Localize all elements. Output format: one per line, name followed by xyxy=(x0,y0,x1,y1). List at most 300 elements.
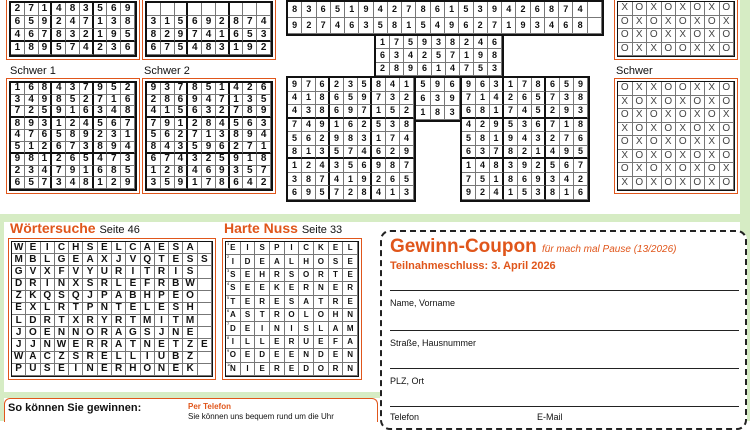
xo-cell: O xyxy=(720,123,735,137)
samurai-cell: 9 xyxy=(316,119,330,133)
sudoku-cell: 9 xyxy=(107,29,121,42)
letter-cell: E xyxy=(329,349,344,362)
sudoku-cell: 3 xyxy=(188,154,202,166)
xo-cell: X xyxy=(618,2,633,16)
sudoku-cell: 8 xyxy=(188,83,202,95)
samurai-cell: 5 xyxy=(330,146,344,160)
letter-cell: W xyxy=(12,242,26,254)
letter-cell xyxy=(198,352,212,364)
sudoku-cell: 6 xyxy=(66,154,80,166)
samurai-cell: 8 xyxy=(476,132,490,146)
samurai-cell: 3 xyxy=(386,119,400,133)
samurai-cell: 5 xyxy=(358,78,372,92)
letter-cell: E xyxy=(98,352,112,364)
sudoku-top-mid xyxy=(142,0,276,60)
sudoku-cell: 4 xyxy=(66,177,80,189)
letter-cell: N xyxy=(314,282,329,295)
sudoku-cell: 3 xyxy=(25,166,39,178)
sudoku-cell xyxy=(243,3,257,16)
letter-cell: E xyxy=(241,322,256,335)
samurai-cell: 6 xyxy=(574,186,588,200)
xo-cell: X xyxy=(647,96,662,110)
letter-cell: A xyxy=(112,339,126,351)
letter-cell xyxy=(198,279,212,291)
letter-cell: V xyxy=(126,254,140,266)
sudoku-cell xyxy=(230,3,244,16)
letter-cell: R xyxy=(112,364,126,376)
letter-cell: E xyxy=(255,363,270,376)
samurai-cell: 1 xyxy=(400,78,414,92)
sudoku-cell: 5 xyxy=(161,177,175,189)
samurai-cell: 9 xyxy=(400,146,414,160)
samurai-cell: 4 xyxy=(474,36,488,49)
xo-cell: O xyxy=(618,109,633,123)
harte-nuss-page: Seite 33 xyxy=(301,224,343,236)
samurai-cell: 7 xyxy=(518,78,532,92)
xo-cell: X xyxy=(633,82,648,96)
coupon-line-2[interactable] xyxy=(390,330,739,331)
sudoku-cell: 3 xyxy=(202,106,216,118)
xo-cell: X xyxy=(705,136,720,150)
sudoku-cell: 7 xyxy=(147,118,161,130)
sudoku-cell: 7 xyxy=(257,166,271,178)
letter-cell: T xyxy=(126,339,140,351)
letter-cell: Q xyxy=(41,291,55,303)
sudoku-cell: 2 xyxy=(175,130,189,142)
sudoku-cell: 5 xyxy=(11,142,25,154)
samurai-cell: 6 xyxy=(358,159,372,173)
letter-cell: N xyxy=(141,339,155,351)
sudoku-cell: 1 xyxy=(257,142,271,154)
samurai-cell: 8 xyxy=(390,63,404,76)
samurai-cell: 1 xyxy=(460,49,474,62)
letter-cell: E xyxy=(255,282,270,295)
sudoku-top-left xyxy=(6,0,140,60)
sudoku-cell: 7 xyxy=(25,3,39,16)
sudoku-cell: 9 xyxy=(11,154,25,166)
xo-cell: X xyxy=(705,123,720,137)
letter-cell: E xyxy=(343,255,358,268)
sudoku-cell: 6 xyxy=(121,95,135,107)
letter-cell: A xyxy=(141,242,155,254)
letter-cell: P xyxy=(155,291,169,303)
samurai-center-grid xyxy=(374,34,504,78)
sudoku-cell: 3 xyxy=(216,42,230,55)
samurai-cell: 2 xyxy=(476,186,490,200)
sudoku-cell: 2 xyxy=(52,16,66,29)
sudoku-cell: 3 xyxy=(175,142,189,154)
samurai-cell: 3 xyxy=(490,78,504,92)
xo-cell: O xyxy=(633,123,648,137)
letter-cell xyxy=(198,327,212,339)
coupon-field-city: PLZ, Ort xyxy=(390,376,425,386)
samurai-cell: 1 xyxy=(504,78,518,92)
sudoku-cell: 5 xyxy=(175,42,189,55)
samurai-cell: 2 xyxy=(400,92,414,106)
samurai-cell: 8 xyxy=(416,2,430,18)
letter-cell: A xyxy=(183,242,197,254)
sudoku-cell: 9 xyxy=(147,83,161,95)
letter-cell: U xyxy=(26,364,40,376)
sudoku-cell: 8 xyxy=(147,29,161,42)
letter-cell: A xyxy=(343,336,358,349)
letter-cell: R xyxy=(299,282,314,295)
xo-top-grid xyxy=(617,1,735,57)
sudoku-cell: 9 xyxy=(202,16,216,29)
letter-cell: R xyxy=(26,279,40,291)
samurai-cell: 4 xyxy=(358,146,372,160)
xo-cell: X xyxy=(618,177,633,191)
samurai-cell: 7 xyxy=(574,159,588,173)
samurai-cell: 6 xyxy=(344,119,358,133)
samurai-cell: 4 xyxy=(545,18,559,34)
letter-cell: P xyxy=(12,364,26,376)
clue-number: 10 xyxy=(227,361,232,367)
sudoku-cell: 8 xyxy=(25,42,39,55)
letter-cell: L xyxy=(314,322,329,335)
samurai-cell: 1 xyxy=(490,105,504,119)
woertersuche-grid xyxy=(11,241,213,377)
letter-cell: L xyxy=(41,303,55,315)
xo-cell: O xyxy=(662,150,677,164)
sudoku-cell: 4 xyxy=(202,29,216,42)
xo-cell: X xyxy=(676,29,691,43)
sudoku-cell: 9 xyxy=(52,106,66,118)
sudoku-cell: 7 xyxy=(80,83,94,95)
samurai-cell: 5 xyxy=(474,63,488,76)
samurai-cell: 5 xyxy=(546,159,560,173)
samurai-cell: 9 xyxy=(330,132,344,146)
sudoku-cell: 6 xyxy=(80,106,94,118)
sudoku-cell: 4 xyxy=(188,166,202,178)
letter-cell: M xyxy=(12,254,26,266)
letter-cell: S xyxy=(285,296,300,309)
sudoku-cell: 3 xyxy=(66,29,80,42)
letter-cell: E xyxy=(285,282,300,295)
letter-cell: E xyxy=(241,349,256,362)
sudoku-cell: 1 xyxy=(25,142,39,154)
samurai-cell: 4 xyxy=(386,78,400,92)
samurai-cell: 4 xyxy=(476,159,490,173)
samurai-mid-strip xyxy=(414,76,462,122)
samurai-cell: 4 xyxy=(316,159,330,173)
xo-cell: O xyxy=(720,96,735,110)
samurai-cell: 4 xyxy=(404,49,418,62)
xo-cell: X xyxy=(618,123,633,137)
clue-number: 4 xyxy=(227,281,230,287)
letter-cell xyxy=(198,303,212,315)
xo-cell: O xyxy=(662,96,677,110)
sudoku-cell: 8 xyxy=(147,142,161,154)
harte-nuss-title xyxy=(224,220,342,236)
sudoku-cell: 1 xyxy=(147,166,161,178)
samurai-cell: 9 xyxy=(516,18,530,34)
letter-cell xyxy=(198,291,212,303)
letter-cell: H xyxy=(69,242,83,254)
letter-cell: W xyxy=(55,339,69,351)
letter-cell: L xyxy=(41,254,55,266)
samurai-cell: 4 xyxy=(560,173,574,187)
coupon-line-4[interactable] xyxy=(390,406,739,407)
sudoku-cell: 8 xyxy=(216,177,230,189)
letter-cell: N xyxy=(343,349,358,362)
sudoku-cell: 6 xyxy=(230,29,244,42)
sudoku-cell: 6 xyxy=(216,142,230,154)
sudoku-cell: 3 xyxy=(147,16,161,29)
letter-cell: X xyxy=(41,266,55,278)
sudoku-cell: 2 xyxy=(147,95,161,107)
sudoku-cell: 2 xyxy=(11,166,25,178)
sudoku-cell: 2 xyxy=(161,166,175,178)
samurai-cell: 9 xyxy=(358,92,372,106)
samurai-cell: 2 xyxy=(302,159,316,173)
samurai-cell: 3 xyxy=(302,2,316,18)
letter-cell: X xyxy=(26,303,40,315)
xo-cell: X xyxy=(691,163,706,177)
letter-cell: C xyxy=(41,352,55,364)
samurai-cell: 3 xyxy=(400,186,414,200)
samurai-cell: 1 xyxy=(302,92,316,106)
letter-cell xyxy=(198,364,212,376)
sudoku-cell: 3 xyxy=(11,95,25,107)
letter-cell: J xyxy=(26,339,40,351)
sudoku-cell: 9 xyxy=(94,83,108,95)
xo-cell: O xyxy=(618,163,633,177)
samurai-cell: 2 xyxy=(460,36,474,49)
samurai-cell: 9 xyxy=(532,173,546,187)
samurai-cell: 9 xyxy=(462,186,476,200)
xo-cell: X xyxy=(633,163,648,177)
sudoku-cell: 5 xyxy=(121,166,135,178)
samurai-cell: 3 xyxy=(476,146,490,160)
xo-cell: X xyxy=(705,43,720,57)
letter-cell: A xyxy=(329,322,344,335)
samurai-cell: 4 xyxy=(490,92,504,106)
sudoku-cell: 6 xyxy=(107,118,121,130)
letter-cell: X xyxy=(69,315,83,327)
samurai-cell: 6 xyxy=(488,36,502,49)
sudoku-cell: 8 xyxy=(121,106,135,118)
letter-cell: I xyxy=(241,363,256,376)
samurai-cell: 6 xyxy=(459,18,473,34)
xo-top xyxy=(614,0,738,60)
sudoku-cell: 7 xyxy=(161,42,175,55)
xo-cell: X xyxy=(705,96,720,110)
letter-cell: E xyxy=(126,279,140,291)
samurai-cell: 6 xyxy=(559,18,573,34)
harte-nuss-title-text: Harte Nuss xyxy=(224,220,298,236)
sudoku-schwer-2-grid xyxy=(145,81,273,191)
sudoku-cell: 2 xyxy=(188,118,202,130)
samurai-cell: 7 xyxy=(390,36,404,49)
samurai-cell: 4 xyxy=(518,132,532,146)
samurai-cell: 7 xyxy=(546,119,560,133)
letter-cell: D xyxy=(26,315,40,327)
samurai-cell: 6 xyxy=(345,18,359,34)
letter-cell: F xyxy=(329,336,344,349)
sudoku-cell: 4 xyxy=(121,142,135,154)
letter-cell: D xyxy=(314,349,329,362)
letter-cell: S xyxy=(55,291,69,303)
sudoku-cell: 4 xyxy=(52,3,66,16)
xo-cell: X xyxy=(705,150,720,164)
samurai-cell: 4 xyxy=(400,132,414,146)
samurai-cell: 8 xyxy=(574,92,588,106)
samurai-cell: 9 xyxy=(574,78,588,92)
sudoku-cell: 1 xyxy=(243,154,257,166)
sudoku-cell: 4 xyxy=(25,95,39,107)
samurai-cell: 8 xyxy=(288,2,302,18)
samurai-cell: 8 xyxy=(386,159,400,173)
samurai-cell: 6 xyxy=(372,146,386,160)
sudoku-cell: 1 xyxy=(121,130,135,142)
sudoku-cell: 6 xyxy=(52,142,66,154)
xo-cell: X xyxy=(662,163,677,177)
letter-cell: T xyxy=(329,269,344,282)
samurai-cell: 1 xyxy=(476,92,490,106)
xo-cell: O xyxy=(676,163,691,177)
letter-cell: S xyxy=(83,279,97,291)
sudoku-cell: 2 xyxy=(243,83,257,95)
sudoku-cell: 4 xyxy=(202,95,216,107)
letter-cell: L xyxy=(112,279,126,291)
sudoku-cell: 9 xyxy=(243,42,257,55)
letter-cell: S xyxy=(329,255,344,268)
samurai-cell: 4 xyxy=(518,105,532,119)
sudoku-cell: 1 xyxy=(80,166,94,178)
letter-cell: E xyxy=(98,364,112,376)
sudoku-cell: 5 xyxy=(147,130,161,142)
samurai-cell: 9 xyxy=(560,105,574,119)
sudoku-schwer-1 xyxy=(6,78,140,194)
coupon-field-name: Name, Vorname xyxy=(390,298,456,308)
letter-cell: X xyxy=(69,279,83,291)
letter-cell: E xyxy=(26,242,40,254)
samurai-cell: 3 xyxy=(546,173,560,187)
letter-cell: T xyxy=(69,303,83,315)
sudoku-cell: 7 xyxy=(161,154,175,166)
letter-cell: E xyxy=(343,296,358,309)
letter-cell: T xyxy=(169,339,183,351)
samurai-cell: 3 xyxy=(431,92,446,106)
samurai-cell: 7 xyxy=(402,2,416,18)
clue-number: 5 xyxy=(227,294,230,300)
sudoku-cell: 5 xyxy=(52,130,66,142)
sudoku-cell: 7 xyxy=(202,177,216,189)
xo-cell: X xyxy=(691,109,706,123)
sudoku-cell: 7 xyxy=(107,154,121,166)
sudoku-cell: 8 xyxy=(39,83,53,95)
clue-number: 9 xyxy=(227,348,230,354)
woertersuche-page: Seite 46 xyxy=(99,224,140,236)
samurai-cell: 5 xyxy=(316,186,330,200)
sudoku-cell: 8 xyxy=(80,177,94,189)
letter-cell: T xyxy=(141,266,155,278)
xo-cell: X xyxy=(647,123,662,137)
letter-cell: U xyxy=(155,352,169,364)
sudoku-cell: 5 xyxy=(25,16,39,29)
letter-cell: M xyxy=(183,315,197,327)
samurai-cell: 9 xyxy=(445,92,460,106)
sudoku-cell: 4 xyxy=(243,177,257,189)
sudoku-cell xyxy=(175,3,189,16)
sudoku-cell: 7 xyxy=(188,130,202,142)
sudoku-cell: 1 xyxy=(230,95,244,107)
letter-cell: E xyxy=(169,291,183,303)
sudoku-cell: 9 xyxy=(121,177,135,189)
sudoku-cell: 9 xyxy=(121,3,135,16)
letter-cell: I xyxy=(141,352,155,364)
letter-cell: N xyxy=(83,364,97,376)
sudoku-cell xyxy=(188,3,202,16)
coupon-line-3[interactable] xyxy=(390,368,739,369)
letter-cell: O xyxy=(141,364,155,376)
xo-cell: X xyxy=(633,136,648,150)
samurai-cell: 8 xyxy=(358,186,372,200)
letter-cell: 3 S xyxy=(226,269,241,282)
sudoku-cell: 9 xyxy=(175,177,189,189)
letter-cell: U xyxy=(299,336,314,349)
xo-cell: X xyxy=(662,16,677,30)
letter-cell: N xyxy=(343,309,358,322)
sudoku-cell: 2 xyxy=(107,177,121,189)
harte-nuss-grid xyxy=(225,241,359,377)
xo-cell: O xyxy=(633,150,648,164)
samurai-cell: 5 xyxy=(386,105,400,119)
samurai-cell: 1 xyxy=(490,173,504,187)
letter-cell: I xyxy=(69,364,83,376)
xo-cell: O xyxy=(647,16,662,30)
xo-cell: O xyxy=(676,82,691,96)
letter-cell: E xyxy=(69,254,83,266)
xo-cell: O xyxy=(618,43,633,57)
clue-number: 3 xyxy=(227,267,230,273)
samurai-cell: 2 xyxy=(302,18,316,34)
coupon-field-email: E-Mail xyxy=(537,412,563,422)
samurai-cell: 6 xyxy=(531,2,545,18)
letter-cell: E xyxy=(155,242,169,254)
sudoku-cell: 7 xyxy=(216,95,230,107)
sudoku-cell: 6 xyxy=(230,177,244,189)
label-schwer-1: Schwer 1 xyxy=(10,65,56,77)
samurai-cell: 5 xyxy=(459,2,473,18)
xo-cell: O xyxy=(705,109,720,123)
letter-cell: R xyxy=(55,303,69,315)
coupon-field-phone: Telefon xyxy=(390,412,420,422)
letter-cell: R xyxy=(255,296,270,309)
samurai-cell: 8 xyxy=(388,18,402,34)
samurai-cell: 3 xyxy=(518,119,532,133)
samurai-cell: 6 xyxy=(574,132,588,146)
xo-cell: O xyxy=(662,43,677,57)
letter-cell: O xyxy=(183,291,197,303)
letter-cell: R xyxy=(270,363,285,376)
samurai-cell: 3 xyxy=(504,159,518,173)
xo-cell: X xyxy=(618,96,633,110)
letter-cell: V xyxy=(69,266,83,278)
samurai-cell: 2 xyxy=(388,2,402,18)
letter-cell: L xyxy=(12,315,26,327)
per-telefon-label: Per Telefon xyxy=(188,402,231,411)
sudoku-cell: 2 xyxy=(94,42,108,55)
letter-cell: H xyxy=(141,291,155,303)
samurai-cell: 5 xyxy=(372,119,386,133)
xo-cell: O xyxy=(720,2,735,16)
xo-cell: O xyxy=(662,123,677,137)
sudoku-cell: 2 xyxy=(66,118,80,130)
letter-cell: T xyxy=(314,296,329,309)
samurai-cell: 8 xyxy=(476,105,490,119)
